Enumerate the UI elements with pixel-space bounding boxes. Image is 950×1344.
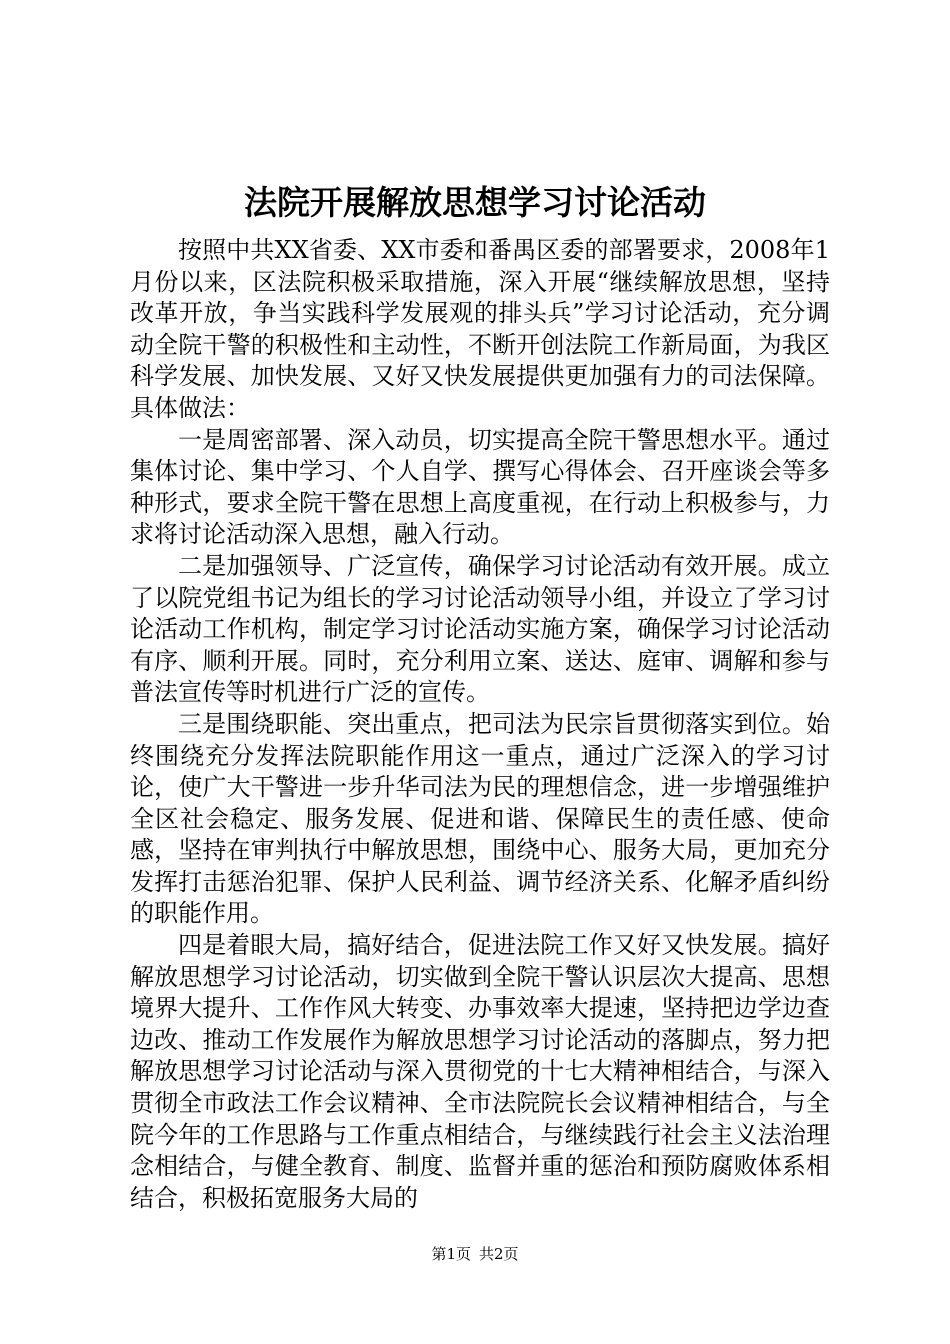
paragraph-intro: 按照中共XX省委、XX市委和番禺区委的部署要求，2008年1月份以来，区法院积极采取措施，深入开展“继续解放思想，坚持改革开放，争当实践科学发展观的排头兵”学习讨论活动，充分调动全院干警的积极性和主动性，不断开创法院工作新局面，为我区科学发展、加快发展、又好又快发展提供更加强有力的司法保障。具体做法： <box>130 236 830 422</box>
page-number-current: 第1页 <box>431 1245 471 1263</box>
document-title: 法院开展解放思想学习讨论活动 <box>244 183 706 222</box>
page-footer <box>0 1244 950 1264</box>
page-number-total: 共2页 <box>479 1245 519 1263</box>
document-body <box>130 235 830 1214</box>
paragraph-point-two: 二是加强领导、广泛宣传，确保学习讨论活动有效开展。成立了以院党组书记为组长的学习讨论活动领导小组，并设立了学习讨论活动工作机构，制定学习讨论活动实施方案，确保学习讨论活动有序、顺利开展。同时，充分利用立案、送达、庭审、调解和参与普法宣传等时机进行广泛的宣传。 <box>130 551 830 707</box>
paragraph-point-three: 三是围绕职能、突出重点，把司法为民宗旨贯彻落实到位。始终围绕充分发挥法院职能作用这一重点，通过广泛深入的学习讨论，使广大干警进一步升华司法为民的理想信念，进一步增强维护全区社会稳定、服务发展、促进和谐、保障民生的责任感、使命感，坚持在审判执行中解放思想，围绕中心、服务大局，更加充分发挥打击惩治犯罪、保护人民利益、调节经济关系、化解矛盾纠纷的职能作用。 <box>130 709 830 928</box>
paragraph-point-four: 四是着眼大局，搞好结合，促进法院工作又好又快发展。搞好解放思想学习讨论活动，切实做到全院干警认识层次大提高、思想境界大提升、工作作风大转变、办事效率大提速，坚持把边学边查边改、推动工作发展作为解放思想学习讨论活动的落脚点，努力把解放思想学习讨论活动与深入贯彻党的十七大精神相结合，与深入贯彻全市政法工作会议精神、全市法院院长会议精神相结合，与全院今年的工作思路与工作重点相结合，与继续践行社会主义法治理念相结合，与健全教育、制度、监督并重的惩治和预防腐败体系相结合，积极拓宽服务大局的 <box>130 931 830 1212</box>
paragraph-point-one: 一是周密部署、深入动员，切实提高全院干警思想水平。通过集体讨论、集中学习、个人自学、撰写心得体会、召开座谈会等多种形式，要求全院干警在思想上高度重视，在行动上积极参与，力求将讨论活动深入思想，融入行动。 <box>130 425 830 549</box>
